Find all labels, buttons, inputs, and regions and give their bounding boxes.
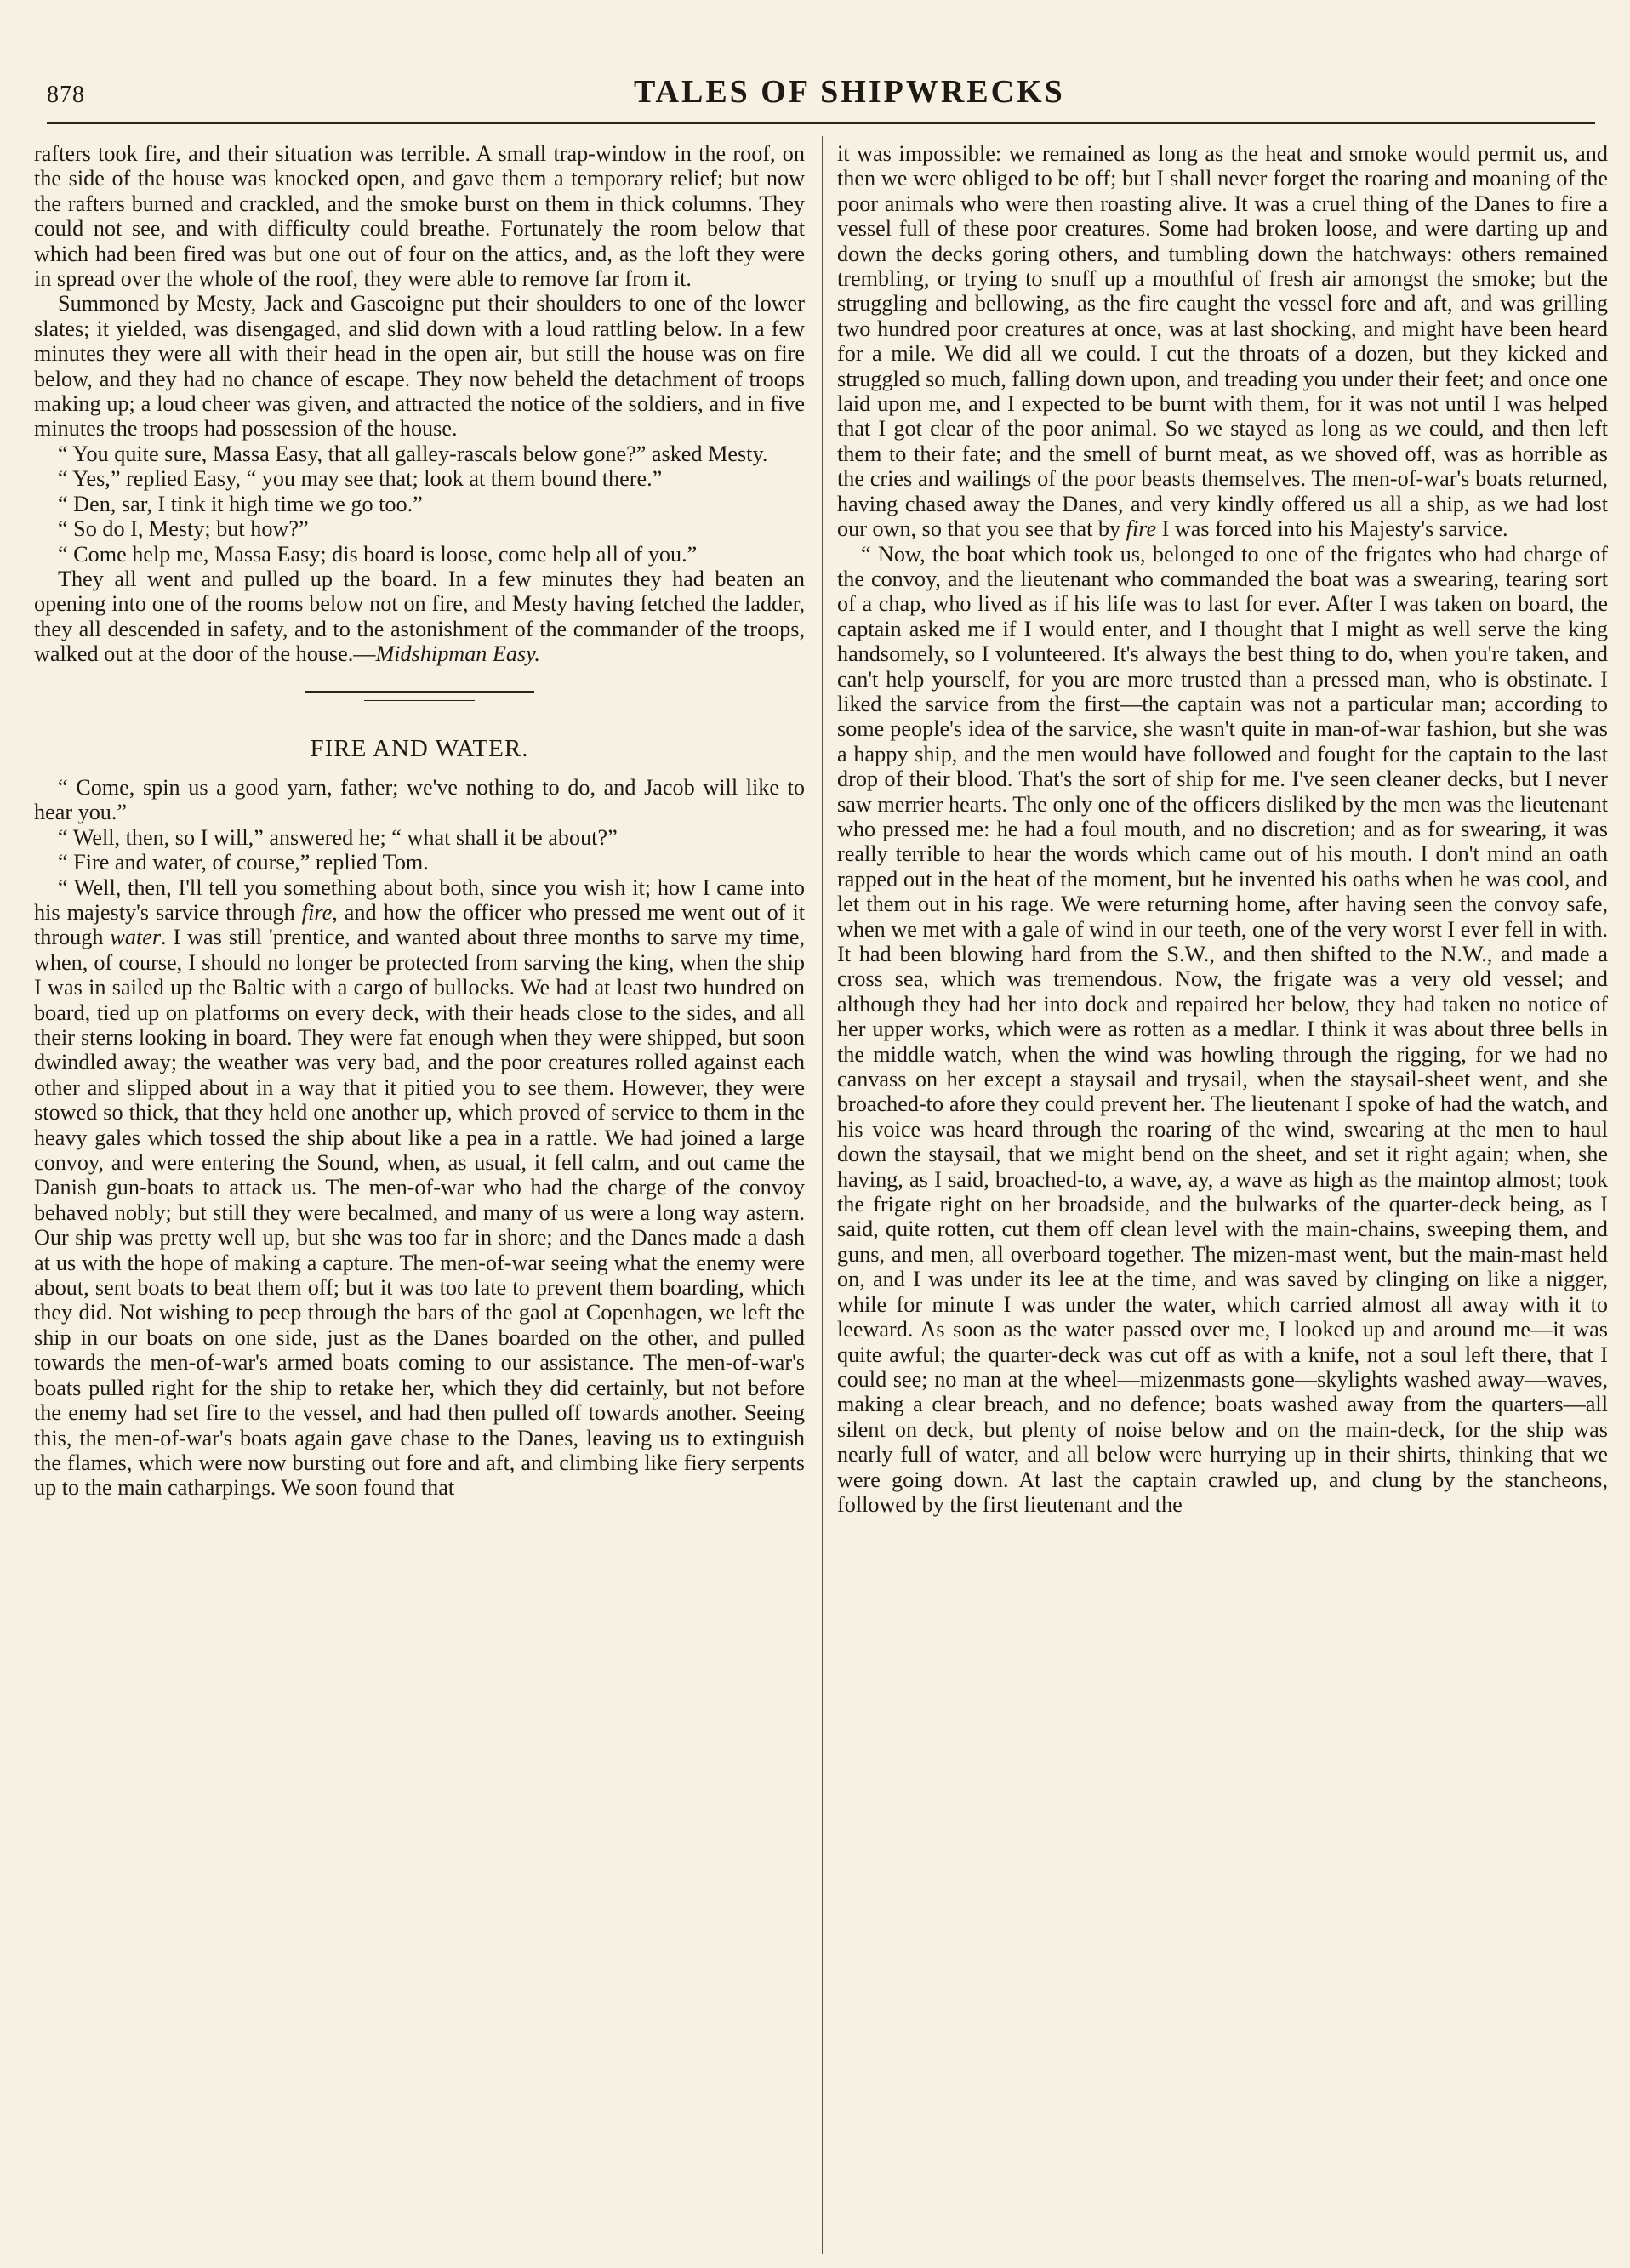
right-paragraphs <box>837 141 1608 1517</box>
italic-text: fire <box>301 899 333 925</box>
paragraph <box>34 141 805 291</box>
italic-text: fire <box>1126 516 1157 542</box>
double-rule <box>305 691 534 697</box>
paragraph <box>34 291 805 441</box>
italic-text: water <box>110 925 162 950</box>
paragraph-text: rafters took fire, and their situation was terrible. A small trap-window in the roof, on the side of the house was knocked open, and gave them a temporary relief; but now the rafters burned and crackled, and the smoke burst on them in thick columns. They could not see, and with difficulty could breathe. Fortunately the room below that which had been fired was but one out of four on the attics, and, as the loft they were in spread over the whole of the roof, they were able to remove far from it. <box>34 141 805 292</box>
paragraph-text: I was forced into his Majesty's sarvice. <box>1156 516 1508 542</box>
paragraph <box>34 466 805 491</box>
paragraph <box>837 141 1608 542</box>
paragraph-text: “ Fire and water, of course,” replied Tom. <box>58 850 429 875</box>
paragraph-text: Summoned by Mesty, Jack and Gascoigne put their shoulders to one of the lower slates; it yielded, was disengaged, and slid down with a loud rattling below. In a few minutes they were all with their head in the open air, but still the house was on fire below, and they had no chance of escape. They now beheld the detachment of troops making up; a loud cheer was given, and attracted the notice of the soldiers, and in five minutes the troops had possession of the house. <box>34 291 805 442</box>
page-header <box>47 66 1595 117</box>
paragraph <box>34 442 805 466</box>
header-rule <box>47 122 1595 124</box>
paragraph-text: “ Well, then, so I will,” answered he; “ what shall it be about?” <box>58 824 618 850</box>
paragraph-text: “ You quite sure, Massa Easy, that all galley-rascals below gone?” asked Mesty. <box>58 441 768 466</box>
paragraph <box>34 542 805 567</box>
paragraph <box>837 542 1608 1518</box>
paragraph <box>34 516 805 541</box>
left-column <box>34 141 805 2251</box>
paragraph <box>34 492 805 516</box>
paragraph <box>34 775 805 825</box>
paragraph-text: “ Now, the boat which took us, belonged to one of the frigates who had charge of the convoy, and the lieutenant who commanded the boat was a swearing, tearing sort of a chap, who lived as if his life was to last for ever. After I was taken on board, the captain asked me if I would enter, and I thought that I might as well serve the king handsomely, so I volunteered. It's always the best thing to do, when you're taken, and can't help yourself, for you are more trusted than a pressed man, who is obstinate. I liked the sarvice from the first—the captain was not a particular man; according to some people's idea of the sarvice, she wasn't quite in man-of-war fashion, but she was a happy ship, and the men would have followed and fought for the captain to the last drop of their blood. That's the sort of ship for me. I've seen cleaner decks, but I never saw merrier hearts. The only one of the officers disliked by the men was the lieutenant who pressed me: he had a foul mouth, and no discretion; and as for swearing, it was really terrible to hear the words which came out of his mouth. I don't mind an oath rapped out in the heat of the moment, but he invented his oaths when he was cool, and let them out in his rage. We were returning home, after having seen the convoy safe, when we met with a gale of wind in our teeth, one of the very worst I ever fell in with. It had been blowing hard from the S.W., and then shifted to the N.W., and made a cross sea, which was tremendous. Now, the frigate was a very old vessel; and although they had her into dock and repaired her below, they had taken no notice of her upper works, which were as rotten as a medlar. I think it was about three bells in the middle watch, when the wind was howling through the rigging, for we had no canvass on her except a staysail and trysail, when the staysail-sheet went, and she broached-to afore they could prevent her. The lieutenant I spoke of had the watch, and his voice was heard through the roaring of the wind, swearing at the men to haul down the staysail, that we might bend on the sheet, and set it right again; when, she having, as I said, broached-to, a wave, ay, a wave as high as the maintop almost; took the frigate right on her broadside, and the bulwarks of the quarter-deck being, as I said, quite rotten, cut them off clean level with the main-chains, sweeping them, and guns, and men, all overboard together. The mizen-mast went, but the main-mast held on, and I was under its lee at the time, and was saved by clinging on like a nigger, while for minute I was under the water, which carried almost all away with it to leeward. As soon as the water passed over me, I looked up and around me—it was quite awful; the quarter-deck was cut off as with a knife, not a soul left there, that I could see; no man at the wheel—mizenmasts gone—skylights washed away—waves, making a clear breach, and no defence; boats washed away from the quarters—all silent on deck, but plenty of noise below and on the main-deck, for the ship was nearly full of water, and all below were hurrying up in their shirts, thinking that we were going down. At last the captain crawled up, and clung by the stancheons, followed by the first lieutenant and the <box>837 541 1608 1517</box>
paragraph-text: “ Come help me, Massa Easy; dis board is loose, come help all of you.” <box>58 541 698 567</box>
paragraph-text: it was impossible: we remained as long as the heat and smoke would permit us, and then we were obliged to be off; but I shall never forget the roaring and moaning of the poor animals who were then roasting alive. It was a cruel thing of the Danes to fire a vessel full of these poor creatures. Some had broken loose, and were darting up and down the decks goring others, and tumbling down the hatchways: others remained trembling, or trying to snuff up a mouthful of fresh air amongst the smoke; but the struggling and bellowing, as the fire caught the vessel fore and aft, and was grilling two hundred poor creatures at once, was at last shocking, and might have been heard for a mile. We did all we could. I cut the throats of a dozen, but they kicked and struggled so much, falling down upon, and treading you under their feet; and once one laid upon me, and I expected to be burnt with them, for it was not until I was helped that I got clear of the poor animal. So we stayed as long as we could, and then left them to their fate; and the smell of burnt meat, as we shoved off, was as horrible as the cries and wailings of the poor beasts themselves. The men-of-war's boats returned, having chased away the Danes, and very kindly offered us all a ship, as we had lost our own, so that you see that by <box>837 141 1608 542</box>
paragraph-text: “ Yes,” replied Easy, “ you may see that; look at them bound there.” <box>58 466 663 492</box>
paragraph-text: , and how the officer who pressed me went out of it through <box>34 899 805 950</box>
paragraph-text: . I was still 'prentice, and wanted about three months to sarve my time, when, of course, I should no longer be protected from sarving the king, when the ship I was in sailed up the Baltic with a cargo of bullocks. We had at least two hundred on board, tied up on platforms on every deck, with their heads close to the sides, and all their sterns looking in board. They were fat enough when they were shipped, but soon dwindled away; the weather was very bad, and the poor creatures rolled against each other and slipped about in a way that it pitied you to see them. However, they were stowed so thick, that they held one another up, which proved of service to them in the heavy gales which tossed the ship about like a pea in a rattle. We had joined a large convoy, and were entering the Sound, when, as usual, it fell calm, and out came the Danish gun-boats to attack us. The men-of-war who had the charge of the convoy behaved nobly; but still they were becalmed, and many of us were a long way astern. Our ship was pretty well up, but she was too far in shore; and the Danes made a dash at us with the hope of making a capture. The men-of-war seeing what the enemy were about, sent boats to beat them off; but it was too late to prevent them boarding, which they did. Not wishing to peep through the bars of the gaol at Copenhagen, we left the ship in our boats on one side, just as the Danes boarded on the other, and pulled towards the men-of-war's armed boats coming to our assistance. The men-of-war's boats pulled right for the ship to retake her, which they did certainly, but not before the enemy had set fire to the vessel, and had then pulled off towards another. Seeing this, the men-of-war's boats again gave chase to the Danes, leaving us to extinguish the flames, which were now bursting out fore and aft, and climbing like fiery serpents up to the main catharpings. We soon found that <box>34 925 805 1501</box>
page-number: 878 <box>47 82 85 108</box>
column-divider <box>822 136 823 2254</box>
paragraph <box>34 850 805 875</box>
paragraph-text: “ So do I, Mesty; but how?” <box>58 516 309 542</box>
paragraph-text: “ Come, spin us a good yarn, father; we've nothing to do, and Jacob will like to hear you.” <box>34 774 805 825</box>
running-title: TALES OF SHIPWRECKS <box>634 74 1065 110</box>
paragraph-text: They all went and pulled up the board. In a few minutes they had beaten an opening into one of the rooms below not on fire, and Mesty having fetched the ladder, they all descended in safety, and to the astonishment of the commander of the troops, walked out at the door of the house.— <box>34 566 805 667</box>
paragraph <box>34 825 805 850</box>
section-title: FIRE AND WATER. <box>310 734 529 762</box>
paragraph-text: “ Den, sar, I tink it high time we go too.” <box>58 491 423 516</box>
right-column <box>837 141 1608 2251</box>
paragraph <box>34 567 805 667</box>
paragraph <box>34 875 805 1501</box>
paragraph-text: “ Well, then, I'll tell you something about both, since you wish it; how I came into his majesty's sarvice through <box>34 875 805 925</box>
section-paragraphs <box>34 775 805 1501</box>
section-divider <box>34 691 805 704</box>
italic-text: Midshipman Easy. <box>375 641 540 667</box>
short-rule <box>364 700 475 704</box>
left-paragraphs <box>34 141 805 667</box>
